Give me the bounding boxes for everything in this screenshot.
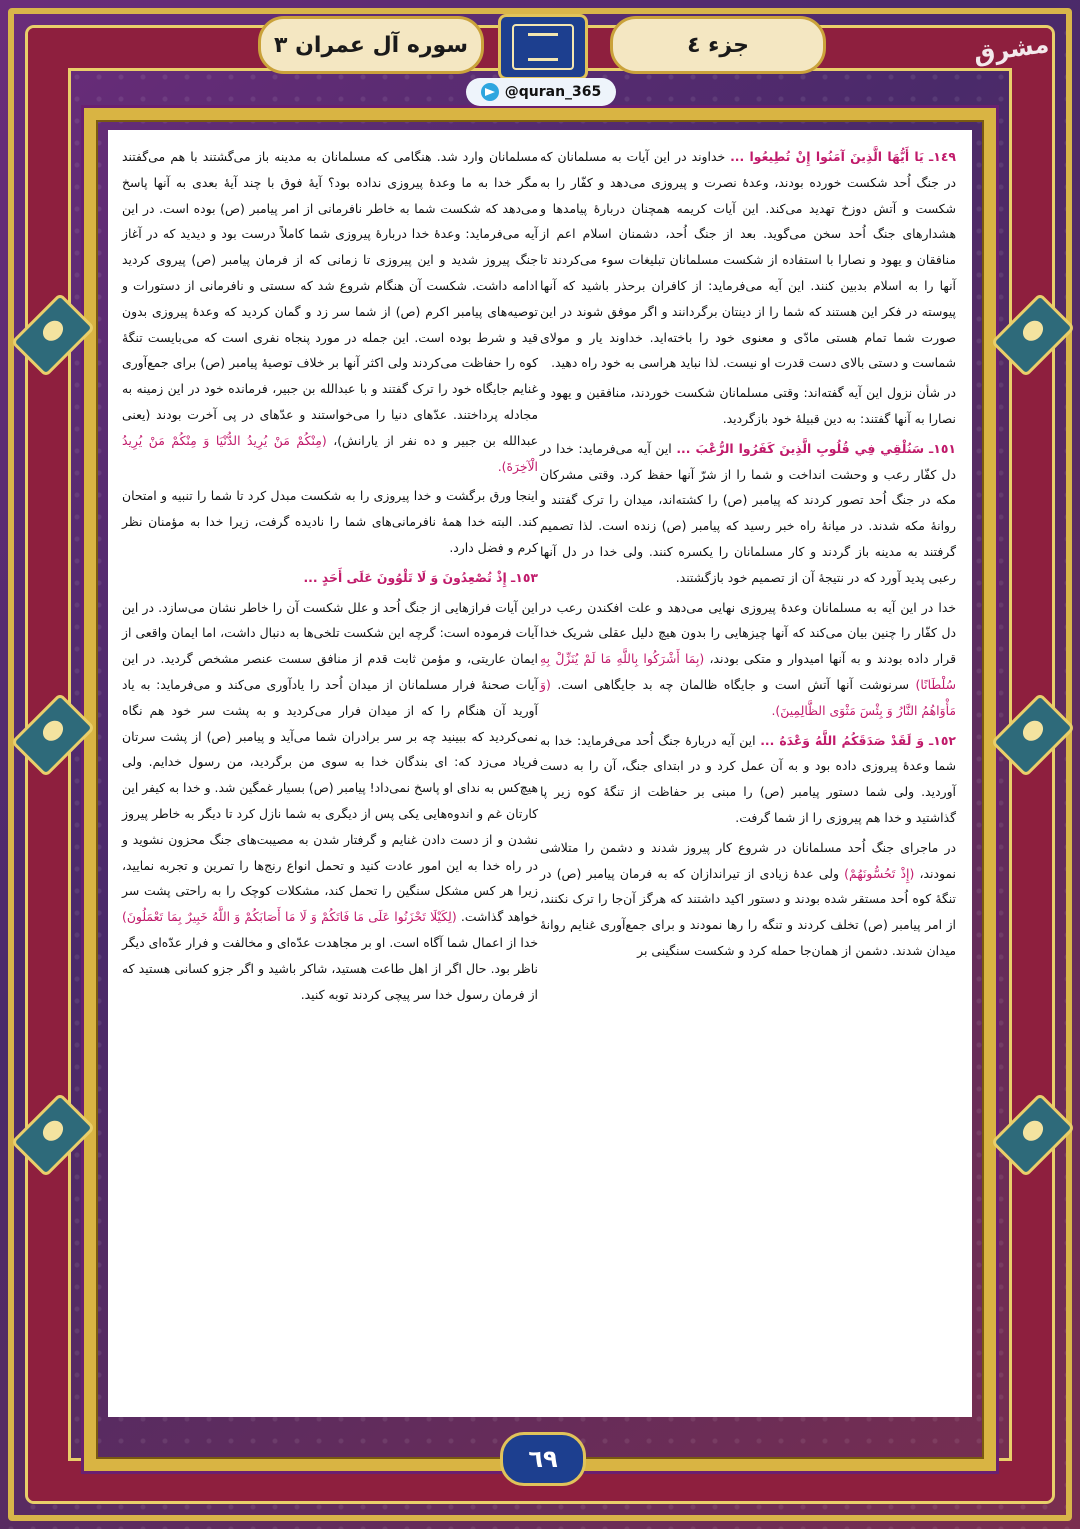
juz-label: جزء ٤ bbox=[610, 16, 826, 74]
paragraph-text: سرنوشت آنها آتش است و جایگاه ظالمان چه بد جایگاهی است. bbox=[550, 676, 916, 692]
surah-label: سوره آل عمران ٣ bbox=[258, 16, 484, 74]
paragraph bbox=[540, 595, 956, 724]
paragraph-text: مسلمانان وارد شد. هنگامی که مسلمانان به مدینه باز می‌گشتند با هم می‌گفتند مگر خدا به ما وعدهٔ پیروزی نداده بود؟ آیهٔ فوق با چند آیهٔ بعدی به آنها پاسخ می‌دهد که شکست شما به خاطر نافرمانی از امر پیامبر (ص) بوده است. در این آیه می‌فرماید: وعدهٔ خدا دربارهٔ پیروزی شما کاملاً درست بود و دیدید که در آغاز جنگ پیروز شدید و این پیروزی تا زمانی که از فرمان پیامبر (ص) پیروی کردید ادامه داشت. شکست آن هنگام شروع شد که سستی و نافرمانی از دستورات و توصیه‌های پیامبر اکرم (ص) از شما سر زد و گمان کردید که وعدهٔ پیروزی بدون قید و شرط بوده است. این جمله در مورد پنجاه نفری است که می‌بایست تنگهٔ کوه را حفاظت می‌کردند ولی اکثر آنها بر خلاف توصیهٔ پیامبر (ص) برای جمع‌آوری غنایم جایگاه خود را ترک گفتند و با عبدالله بن جبیر، فرمانده خود در این زمینه به مجادله پرداختند. عدّهای دنیا را می‌خواستند و عدّهای در پی آخرت بودند (یعنی عبدالله بن جبیر و ده نفر از یارانش)، bbox=[122, 149, 538, 448]
paragraph-text: این آیات فرازهایی از جنگ اُحد و علل شکست آن را خاطر نشان می‌سازد. در این آیات فرموده است: گرچه این شکست تلخی‌ها به دنبال داشت، اما ایمان واقعی از ایمان عاریتی، و مؤمن ثابت قدم از منافق سست عنصر مشخص گردید. در این آیات صحنهٔ فرار مسلمانان از میدان اُحد را یادآوری می‌کند و می‌فرماید: به یاد آورید آن هنگام را که از میدان فرار می‌کردید و به پشت سر خود هم نگاه نمی‌کردید که ببینید چه بر سر برادران شما می‌آید و پیامبر (ص) از پشت سرتان فریاد می‌زد که: ای بندگان خدا به سوی من برگردید، من رسول خدایم. ولی هیچ‌کس به ندای او پاسخ نمی‌داد! پیامبر (ص) بسیار غمگین شد. و خدا به کیفر این کارتان غم و اندوه‌هایی یکی پس از دیگری به شما نازل کرد تا دیگر به خاطر پیروز نشدن و از دست دادن غنایم و گرفتار شدن به مصیبت‌های جنگ محزون نشوید و در راه خدا به این امور عادت کنید و تحمل انواع رنج‌ها را تمرین و تجربه نمایید، زیرا هر کس مشکل سنگین را تحمل کند، مشکلات کوچک را به راحتی پشت سر خواهد گذاشت. bbox=[122, 599, 538, 925]
paragraph bbox=[540, 380, 956, 432]
quran-quote: (إِذْ تَحُسُّونَهُمْ) bbox=[844, 865, 915, 881]
left-column bbox=[122, 144, 538, 1404]
telegram-icon bbox=[481, 83, 499, 101]
paragraph-text: اینجا ورق برگشت و خدا پیروزی را به شکست مبدل کرد تا شما را تنبیه و امتحان کند. البته خدا همهٔ نافرمانی‌های شما را نادیده گرفت، زیرا خدا به مؤمنان نظر کرم و فضل دارد. bbox=[122, 488, 538, 555]
paragraph-text: خداوند در این آیات به مسلمانان که در جنگ اُحد شکست خورده بودند، وعدهٔ نصرت و پیروزی می‌دهد و کفّار را به شکست و آتش دوزخ تهدید می‌کند. این آیات کریمه همچنان دربارهٔ پیامدها و هشدارهای جنگ اُحد سخن می‌گوید. بعد از جنگ اُحد، دشمنان اسلام اعم از منافقان و یهود و نصارا با استفاده از شکست مسلمانان تبلیغات سوء می‌کردند تا آنها را به اسلام بدبین کنند. این آیه می‌فرماید: از کافران برحذر باشید که آنها پیوسته در فکر این هستند که شما را از دینتان برگردانند و اگر موفق شوند در این صورت شما تمام هستی مادّی و معنوی خود را باخته‌اید. خداوند یار و مولای شماست و دستی بالای دست قدرت او نیست. لذا نباید هراسی به خود راه دهید. bbox=[540, 149, 956, 371]
paragraph bbox=[122, 595, 538, 1008]
verse-heading: ١٤٩ـ يَا أَيُّهَا الَّذِينَ آمَنُوا إِنْ تُطِيعُوا ... bbox=[730, 149, 956, 164]
quran-quote: (بِمَا أَشْرَكُوا بِاللَّهِ مَا لَمْ يُنَزِّلْ بِهِ سُلْطَانًا) bbox=[540, 651, 956, 692]
paragraph bbox=[122, 483, 538, 560]
paragraph-text: این آیه می‌فرماید: خدا در دل کفّار رعب و وحشت انداخت و شما را از شرّ آنها حفظ کرد. وقتی مشرکان مکه در جنگ اُحد تصور کردند که پیامبر (ص) را کشته‌اند، میدان را ترک گفتند و روانهٔ مکه شدند. در میانهٔ راه خبر رسید که پیامبر (ص) زنده است. لذا تصمیم گرفتند به مدینه باز گردند و کار مسلمانان را یکسره کنند. ولی خدا در دل آنها رعبی پدید آورد که در نتیجهٔ آن از تصمیم خود بازگشتند. bbox=[540, 440, 956, 585]
paragraph bbox=[540, 144, 956, 376]
publisher-watermark: مشرق bbox=[971, 29, 1051, 69]
text-panel bbox=[108, 130, 972, 1417]
verse-heading: ١٥١ـ سَنُلْقِي فِي قُلُوبِ الَّذِينَ كَفَرُوا الرُّعْبَ ... bbox=[676, 440, 956, 456]
quran-quote: (وَ مَأْوَاهُمُ النَّارُ وَ بِئْسَ مَثْوَى الظَّالِمِينَ). bbox=[540, 676, 956, 718]
paragraph-text: در شأن نزول این آیه گفته‌اند: وقتی مسلمانان شکست خوردند، منافقین و یهود و نصارا به آنها گفتند: به دین قبیلهٔ خود بازگردید. bbox=[540, 385, 956, 426]
paragraph bbox=[122, 144, 538, 479]
paragraph bbox=[122, 565, 538, 591]
paragraph-text: خدا از اعمال شما آگاه است. او بر مجاهدت عدّه‌ای و مخالفت و فرار عدّه‌ای دیگر ناظر بود. حال اگر از اهل طاعت هستید، شاکر باشید و اگر جزو کسانی هستید که از فرمان رسول خدا سر پیچی کردند توبه کنید. bbox=[122, 934, 538, 1002]
channel-handle: @quran_365 bbox=[504, 84, 602, 100]
quran-quote: (مِنْكُمْ مَنْ يُرِيدُ الدُّنْيَا وَ مِنْكُمْ مَنْ يُرِيدُ الْآخِرَةَ). bbox=[122, 432, 538, 474]
page-number: ٦٩ bbox=[500, 1432, 586, 1486]
paragraph-text: ولی عدهٔ زیادی از تیراندازان که به فرمان پیامبر (ص) در تنگهٔ کوه اُحد مستقر شده بودند و دستور اکید داشتند که هرگز آن‌جا را ترک نکنند، از امر پیامبر (ص) تخلف کردند و تنگه را رها نمودند و برای جمع‌آوری غنایم روانهٔ میدان شدند. دشمن از همان‌جا حمله کرد و شکست سنگینی بر bbox=[540, 865, 956, 958]
verse-heading: ١٥٢ـ وَ لَقَدْ صَدَقَكُمُ اللَّهُ وَعْدَهُ ... bbox=[760, 732, 956, 748]
quran-quote: (لِكَيْلَا تَحْزَنُوا عَلَى مَا فَاتَكُمْ وَ لَا مَا أَصَابَكُمْ وَ اللَّهُ خَبِيرٌ بِمَا تَعْمَلُونَ) bbox=[122, 909, 457, 925]
paragraph-text: این آیه دربارهٔ جنگ اُحد می‌فرماید: خدا به شما وعدهٔ پیروزی داده بود و به آن عمل کرد و در ابتدای جنگ، آن را به دست آوردید. ولی شما دستور پیامبر (ص) را مبنی بر حفاظت از تنگهٔ کوه زیر پا گذاشتید و خدا هم پیروزی را از شما گرفت. bbox=[540, 732, 956, 825]
paragraph bbox=[540, 436, 956, 591]
paragraph-text: در ماجرای جنگ اُحد مسلمانان در شروع کار پیروز شدند و دشمن را متلاشی نمودند، bbox=[540, 839, 956, 881]
right-column bbox=[540, 144, 956, 1404]
paragraph-text: خدا در این آیه به مسلمانان وعدهٔ پیروزی نهایی می‌دهد و علت افکندن رعب در دل کفّار را چنین بیان می‌کند که آنها چیزهایی را بدون هیچ دلیل عقلی شریک خدا قرار داده بودند و به آنها امیدوار و متکی بودند، bbox=[540, 599, 956, 667]
paragraph bbox=[540, 728, 956, 831]
paragraph bbox=[540, 835, 956, 964]
channel-badge[interactable] bbox=[466, 78, 616, 106]
quran-logo-icon bbox=[498, 14, 588, 80]
verse-heading: ١٥٣ـ إِذْ تُصْعِدُونَ وَ لَا تَلْوُونَ عَلَى أَحَدٍ ... bbox=[303, 569, 538, 585]
